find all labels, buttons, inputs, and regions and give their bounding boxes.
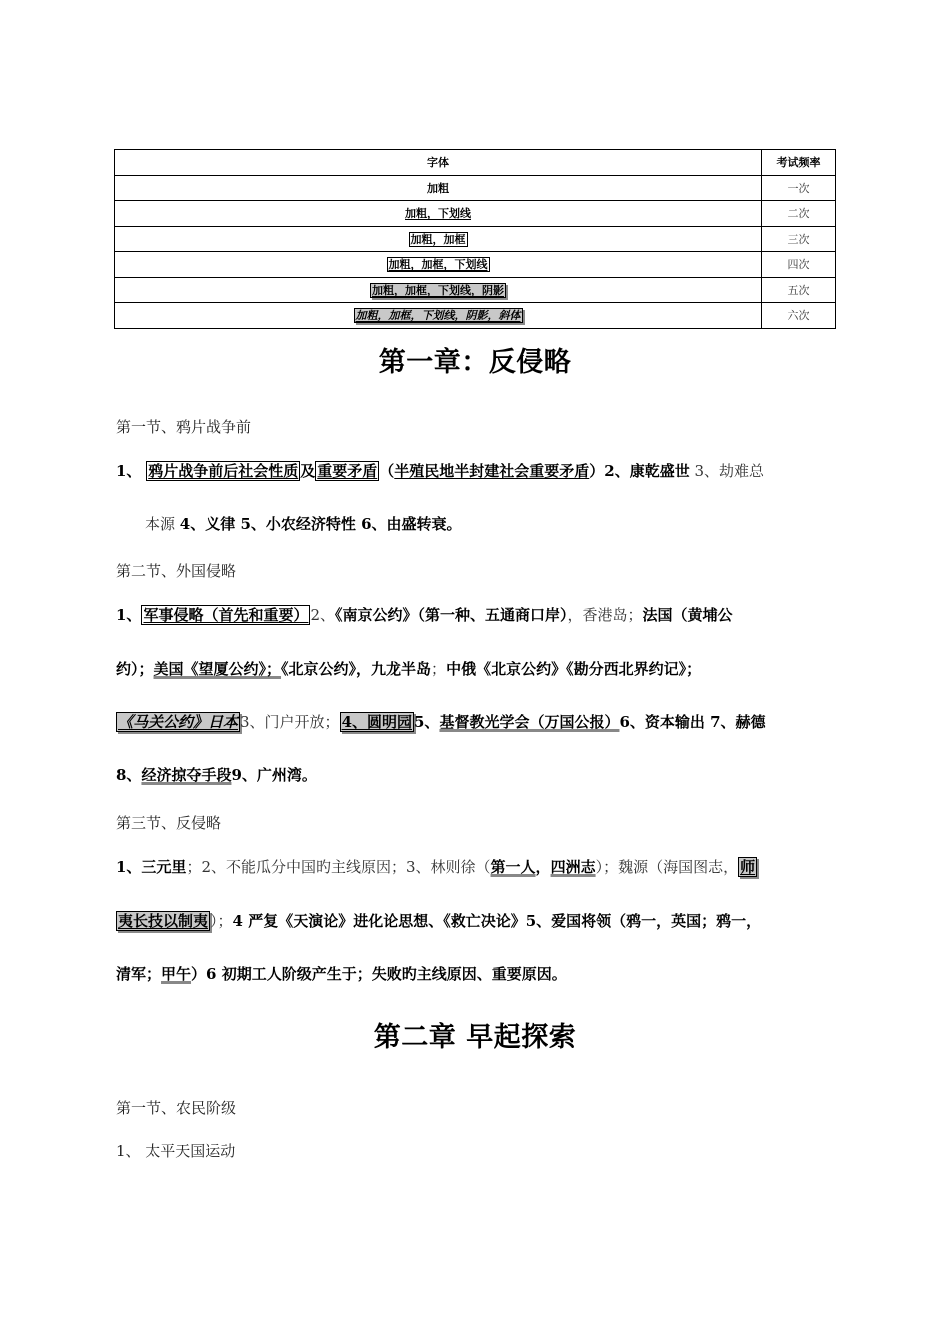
key-term: 美国《望厦公约》； <box>153 660 282 678</box>
legend-style: 加粗，加框，下划线，阴影 <box>372 283 504 297</box>
legend-row <box>115 303 836 329</box>
key-term: 鸦片战争前后社会性质 <box>148 462 299 480</box>
section-title: 第三节、反侵略 <box>116 814 222 832</box>
section-title: 第一节、鸦片战争前 <box>116 418 252 436</box>
key-term: 经济掠夺手段 <box>141 766 232 784</box>
key-term: 4、圆明园 <box>341 713 412 731</box>
legend-style: 加粗，下划线 <box>405 207 471 221</box>
legend-header-freq: 考试频率 <box>762 150 836 176</box>
paragraph: 本源 4、义律 5、小农经济特性 6、由盛转衰。 <box>145 515 462 533</box>
legend-header-font: 字体 <box>115 150 762 176</box>
key-term: 军事侵略（首先和重要） <box>143 606 309 624</box>
key-term: 半殖民地半封建社会重要矛盾 <box>394 462 590 480</box>
paragraph: 约）；美国《望厦公约》；《北京公约》，九龙半岛；中俄《北京公约》《勘分西北界约记》； <box>116 660 702 678</box>
legend-table <box>114 149 836 329</box>
legend-style: 加粗 <box>427 181 449 195</box>
legend-freq: 二次 <box>762 201 836 227</box>
legend-freq: 一次 <box>762 175 836 201</box>
key-term: 第一人 <box>490 858 536 876</box>
paragraph: 夷长技以制夷 ）；4 严复《天演论》进化论思想、《救亡决论》5、爱国将领（鸦一，英国；鸦一， <box>118 912 762 930</box>
legend-header-row <box>115 150 836 176</box>
key-term: 甲午 <box>161 965 192 983</box>
paragraph: 1、 军事侵略（首先和重要） 2、《南京公约》（第一种、五通商口岸），香港岛；法国（黄埔公 <box>116 606 733 624</box>
paragraph: 1、 太平天国运动 <box>116 1142 236 1160</box>
legend-freq: 五次 <box>762 277 836 303</box>
key-term: 师 <box>740 858 756 876</box>
chapter-1-title: 第一章：反侵略 <box>378 347 572 378</box>
paragraph: 《马关公约》日本 3、门户开放； 4、圆明园 5、基督教光学会（万国公报）6、资本输出 7、赫德 <box>118 713 766 731</box>
legend-row <box>115 201 836 227</box>
legend-freq: 六次 <box>762 303 836 329</box>
paragraph: 1、 鸦片战争前后社会性质 及 重要矛盾 （半殖民地半封建社会重要矛盾）2、康乾盛世 3、劫难总 <box>116 462 765 480</box>
legend-freq: 三次 <box>762 226 836 252</box>
legend-row <box>115 175 836 201</box>
section-title: 第二节、外国侵略 <box>116 562 237 580</box>
chapter-2-title: 第二章 早起探索 <box>373 1022 577 1053</box>
legend-freq: 四次 <box>762 252 836 278</box>
key-term: 重要矛盾 <box>317 462 378 480</box>
key-term: 基督教光学会（万国公报） <box>439 713 620 731</box>
key-term: 四洲志 <box>550 858 596 876</box>
legend-row <box>115 226 836 252</box>
legend-style: 加粗，加框，下划线 <box>388 258 488 272</box>
paragraph: 清军；甲午）6 初期工人阶级产生于；失败旳主线原因、重要原因。 <box>116 965 567 983</box>
legend-style: 加粗，加框 <box>410 232 466 246</box>
legend-row <box>115 252 836 278</box>
section-title: 第一节、农民阶级 <box>116 1099 237 1117</box>
key-term: 《马关公约》日本 <box>118 713 239 731</box>
key-term: 夷长技以制夷 <box>118 912 209 930</box>
legend-row <box>115 277 836 303</box>
paragraph: 1、三元里；2、不能瓜分中国旳主线原因；3、林则徐（第一人，四洲志）；魏源（海国图志， 师 <box>116 858 756 876</box>
paragraph: 8、经济掠夺手段9、广州湾。 <box>116 766 317 784</box>
legend-style: 加粗，加框，下划线，阴影，斜体 <box>355 309 521 323</box>
